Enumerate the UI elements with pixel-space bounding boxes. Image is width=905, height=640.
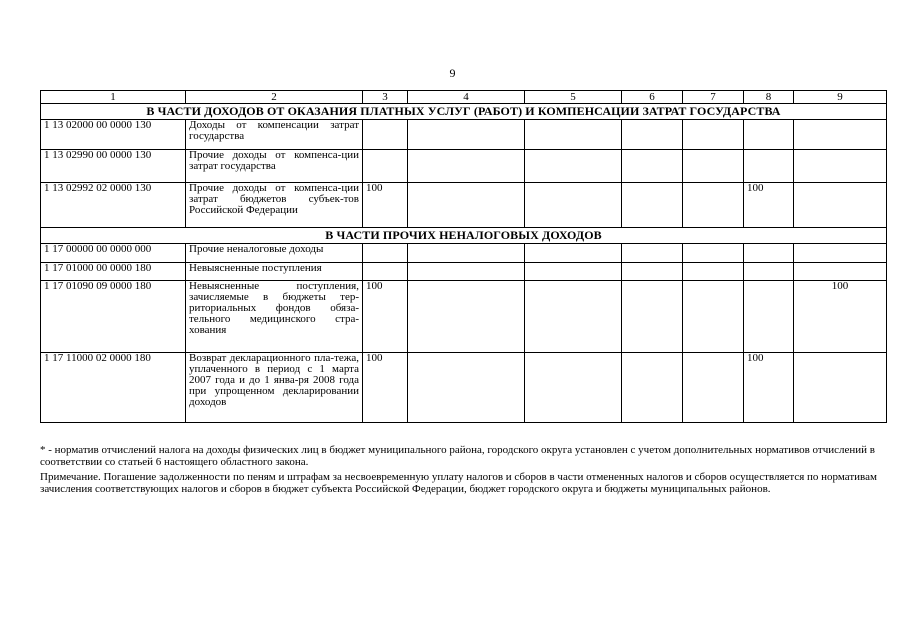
page-number: 9 [449, 66, 456, 80]
budget-code: 1 13 02992 02 0000 130 [41, 183, 186, 228]
revenue-name: Прочие доходы от компенса-ции затрат государства [186, 150, 363, 183]
column-header: 8 [744, 91, 794, 104]
revenue-name: Прочие неналоговые доходы [186, 244, 363, 263]
footnote: * - норматив отчислений налога на доходы физических лиц в бюджет муниципального района, городского округа установлен с учетом дополнительных нормативов отчислений в соответствии со статьей 6 настоящего областного закона. [40, 444, 875, 468]
value-col-3: 100 [363, 183, 408, 228]
table-row [41, 281, 887, 353]
revenue-name: Невыясненные поступления [186, 263, 363, 281]
column-header: 6 [622, 91, 683, 104]
column-header: 1 [41, 91, 186, 104]
table-row [41, 263, 887, 281]
budget-code: 1 17 11000 02 0000 180 [41, 353, 186, 423]
value-col-8: 100 [744, 183, 794, 228]
column-header: 2 [186, 91, 363, 104]
column-header: 9 [794, 91, 887, 104]
budget-code: 1 17 01000 00 0000 180 [41, 263, 186, 281]
table-row [41, 120, 887, 150]
revenue-name: Невыясненные поступления, зачисляемые в бюджеты тер-риториальных фондов обяза-тельного медицинского стра-хования [186, 281, 363, 353]
column-number-header-row [41, 91, 887, 104]
column-header: 5 [525, 91, 622, 104]
revenue-distribution-table [40, 90, 887, 423]
revenue-name: Доходы от компенсации затрат государства [186, 120, 363, 150]
table-row [41, 183, 887, 228]
column-header: 4 [408, 91, 525, 104]
section-heading: В ЧАСТИ ПРОЧИХ НЕНАЛОГОВЫХ ДОХОДОВ [41, 228, 887, 244]
note: Примечание. Погашение задолженности по пеням и штрафам за несвоевременную уплату налогов и сборов в части отмененных налогов и сборов осуществляется по нормативам зачисления соответствующих налогов и сборов в бюджет субъекта Российской Федерации, бюджет городского округа и бюджеты муниципальных районов. [40, 471, 877, 495]
budget-code: 1 13 02000 00 0000 130 [41, 120, 186, 150]
table-row [41, 353, 887, 423]
section-heading: В ЧАСТИ ДОХОДОВ ОТ ОКАЗАНИЯ ПЛАТНЫХ УСЛУГ (РАБОТ) И КОМПЕНСАЦИИ ЗАТРАТ ГОСУДАРСТВА [41, 104, 887, 120]
table-row [41, 150, 887, 183]
revenue-name: Возврат декларационного пла-тежа, уплаченного в период с 1 марта 2007 года и до 1 янва-ря 2008 года при упрощенном декларировании доходов [186, 353, 363, 423]
budget-code: 1 13 02990 00 0000 130 [41, 150, 186, 183]
budget-code: 1 17 01090 09 0000 180 [41, 281, 186, 353]
section-heading-row [41, 104, 887, 120]
column-header: 7 [683, 91, 744, 104]
table-row [41, 244, 887, 263]
column-header: 3 [363, 91, 408, 104]
value-col-3: 100 [363, 353, 408, 423]
budget-code: 1 17 00000 00 0000 000 [41, 244, 186, 263]
value-col-8: 100 [744, 353, 794, 423]
section-heading-row [41, 228, 887, 244]
notes-section [40, 444, 886, 498]
value-col-9: 100 [794, 281, 887, 353]
value-col-3: 100 [363, 281, 408, 353]
revenue-name: Прочие доходы от компенса-ции затрат бюджетов субъек-тов Российской Федерации [186, 183, 363, 228]
